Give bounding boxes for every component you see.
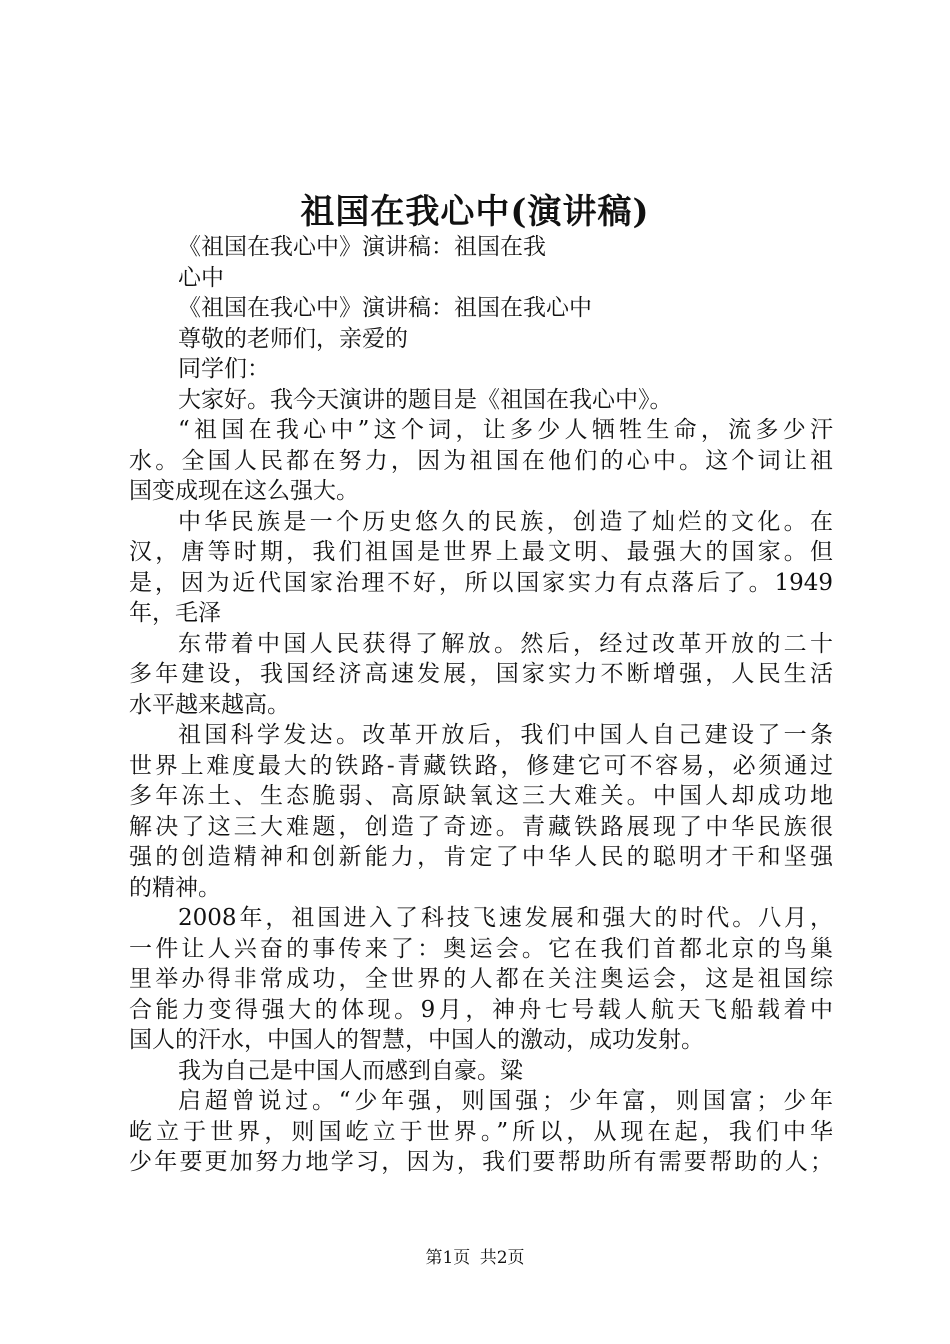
page-total: 共2页 [479,1248,525,1268]
text-line: 尊敬的老师们，亲爱的 [178,325,408,352]
text-line: 多年冻土、生态脆弱、高原缺氧这三大难关。中国人却成功地 [129,783,833,809]
text-line: 年，毛泽 [129,600,221,626]
text-line: 国人的汗水，中国人的智慧，中国人的激动，成功发射。 [129,1027,704,1053]
text-line: 2008年，祖国进入了科技飞速发展和强大的时代。八月， [178,905,833,931]
text-line: “祖国在我心中”这个词，让多少人牺牲生命，流多少汗 [178,417,833,443]
text-line: 《祖国在我心中》演讲稿：祖国在我心中 [178,295,592,321]
text-line: 中华民族是一个历史悠久的民族，创造了灿烂的文化。在 [178,508,833,535]
text-line: 是，因为近代国家治理不好，所以国家实力有点落后了。1949 [129,569,833,596]
text-line: 里举办得非常成功，全世界的人都在关注奥运会，这是祖国综 [129,966,833,992]
text-line: 屹立于世界，则国屹立于世界。”所以，从现在起，我们中华 [129,1118,833,1145]
text-line: 心中 [178,264,224,291]
document-title: 祖国在我心中(演讲稿) [300,192,650,232]
text-line: 一件让人兴奋的事传来了：奥运会。它在我们首都北京的鸟巢 [129,935,833,962]
page-number: 第1页 [425,1248,471,1268]
text-line: 我为自己是中国人而感到自豪。粱 [178,1057,523,1084]
page-footer [0,1243,950,1268]
text-line: 合能力变得强大的体现。9月，神舟七号载人航天飞船载着中 [129,996,833,1023]
text-line: 解决了这三大难题，创造了奇迹。青藏铁路展现了中华民族很 [129,813,833,840]
text-line: 水平越来越高。 [129,691,290,718]
text-line: 启超曾说过。“少年强，则国强；少年富，则国富；少年 [178,1088,833,1114]
text-line: 东带着中国人民获得了解放。然后，经过改革开放的二十 [178,630,833,657]
text-line: 国变成现在这么强大。 [129,478,359,504]
text-line: 的精神。 [129,874,221,901]
text-line: 强的创造精神和创新能力，肯定了中华人民的聪明才干和坚强 [129,844,833,870]
text-line: 少年要更加努力地学习，因为，我们要帮助所有需要帮助的人； [129,1149,833,1175]
document-body [129,232,833,1178]
text-line: 水。全国人民都在努力，因为祖国在他们的心中。这个词让祖 [129,447,833,474]
text-line: 汉，唐等时期，我们祖国是世界上最文明、最强大的国家。但 [129,539,833,565]
text-line: 《祖国在我心中》演讲稿：祖国在我 [178,234,546,260]
text-line: 多年建设，我国经济高速发展，国家实力不断增强，人民生活 [129,661,833,687]
text-line: 同学们： [178,356,270,382]
text-line: 祖国科学发达。改革开放后，我们中国人自己建设了一条 [178,722,833,748]
text-line: 大家好。我今天演讲的题目是《祖国在我心中》。 [178,386,673,413]
text-line: 世界上难度最大的铁路-青藏铁路，修建它可不容易，必须通过 [129,752,833,779]
